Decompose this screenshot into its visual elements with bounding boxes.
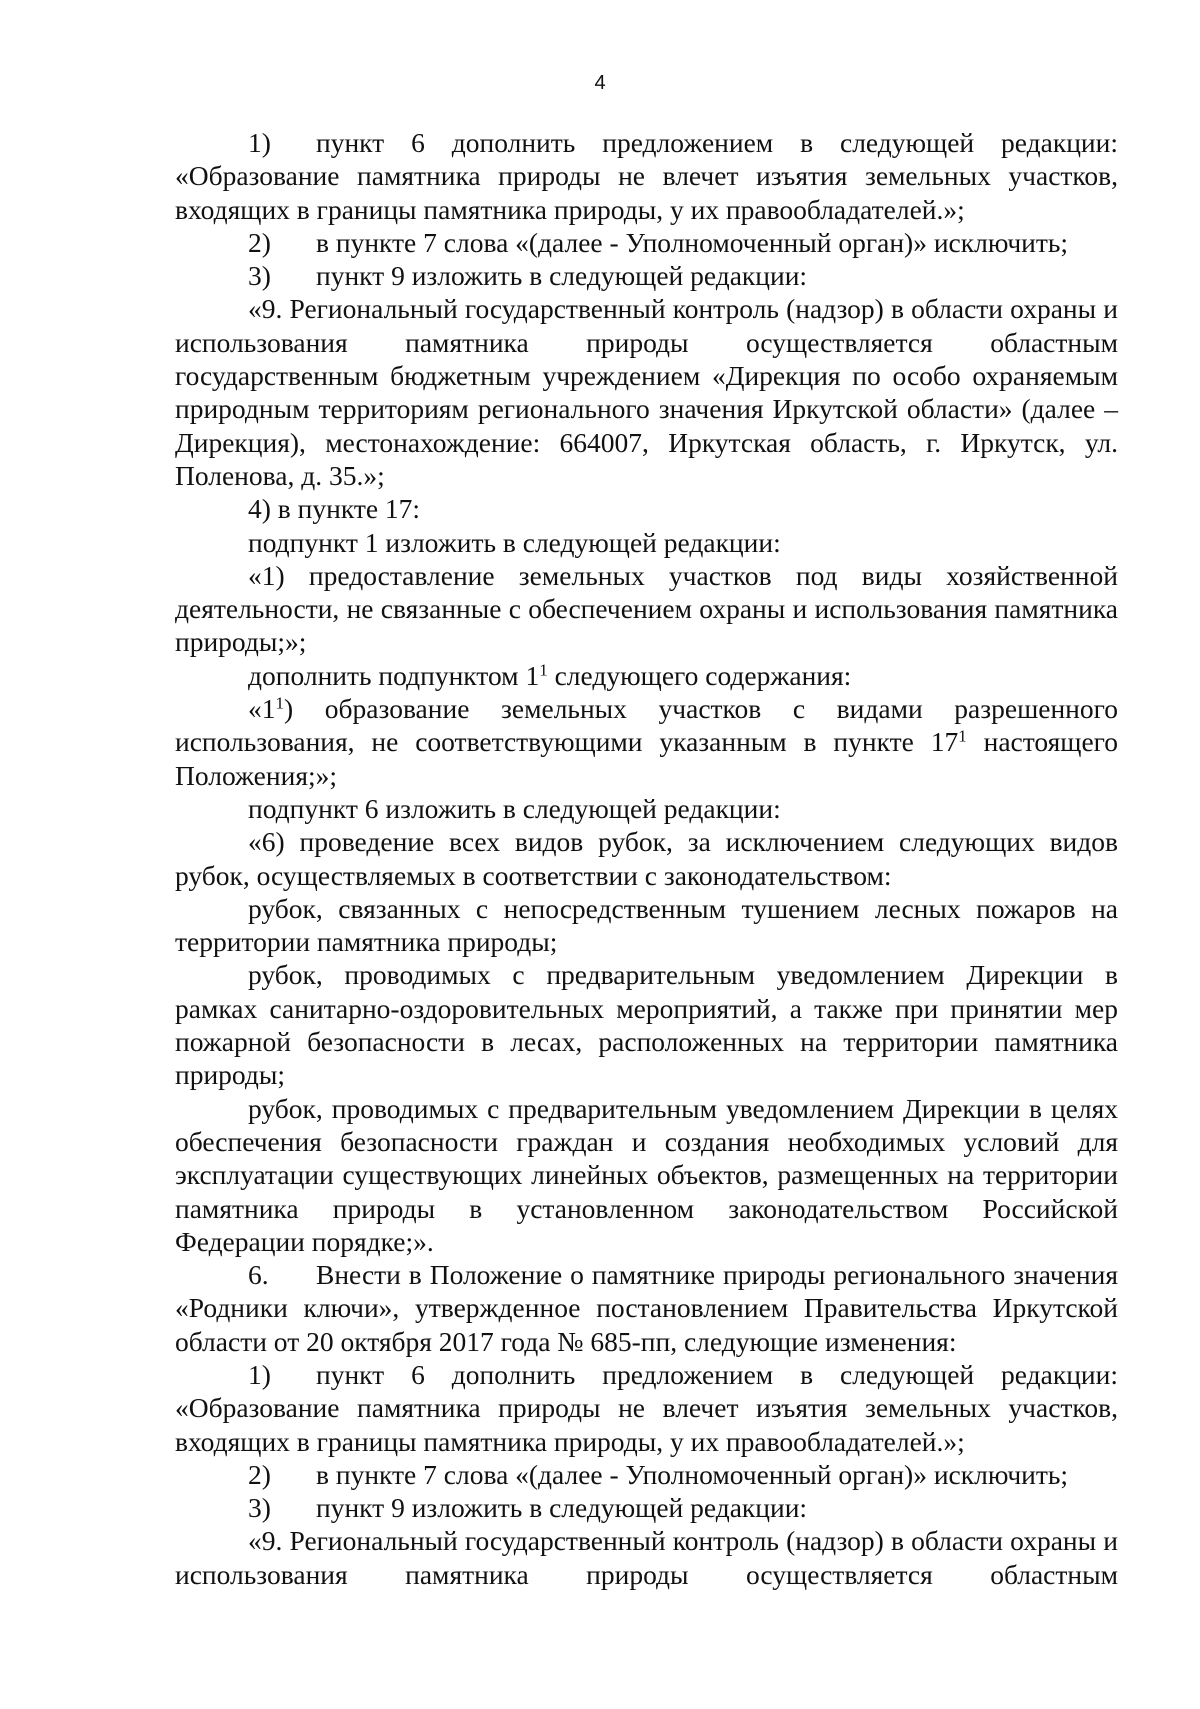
item-number: 2)	[248, 226, 271, 258]
paragraph-15	[175, 1258, 1118, 1358]
paragraph-5: 4) в пункте 17:	[248, 493, 421, 525]
paragraph-11: «6) проведение всех видов рубок, за исключением следующих видов рубок, осуществляемых в соответствии с законодательством:	[175, 826, 1118, 891]
paragraph-text: в пункте 7 слова «(далее - Уполномоченный орган)» исключить;	[316, 226, 1069, 258]
item-number: 1)	[248, 1358, 271, 1390]
paragraph-text: настоящего Положения;»;	[175, 726, 1118, 791]
paragraph-19: «9. Региональный государственный контроль (надзор) в области охраны и использования памятника природы осуществляется областным	[175, 1525, 1118, 1590]
paragraph-10: подпункт 6 изложить в следующей редакции:	[248, 792, 781, 824]
paragraph-2	[175, 226, 1118, 259]
paragraph-text: ) образование земельных участков с видами разрешенного использования, не соответствующими указанным в пункте 17	[175, 693, 1118, 758]
paragraph-17	[175, 1458, 1118, 1491]
paragraph-text: пункт 6 дополнить предложением в следующей редакции: «Образование памятника природы не влечет изъятия земельных участков, входящих в границы памятника природы, у их правообладателей.»;	[175, 127, 1118, 225]
paragraph-4: «9. Региональный государственный контроль (надзор) в области охраны и использования памятника природы осуществляется областным государственным бюджетным учреждением «Дирекция по особо охраняемым природным территориям регионального значения Иркутской области» (далее – Дирекция), местонахождение: 664007, Иркутская область, г. Иркутск, ул. Поленова, д. 35.»;	[175, 293, 1118, 491]
item-number: 3)	[248, 1492, 271, 1524]
paragraph-text: в пункте 7 слова «(далее - Уполномоченный орган)» исключить;	[316, 1458, 1069, 1490]
paragraph-13: рубок, проводимых с предварительным уведомлением Дирекции в рамках санитарно-оздоровительных мероприятий, а также при принятии мер пожарной безопасности в лесах, расположенных на территории памятника природы;	[175, 959, 1118, 1091]
paragraph-text: следующего содержания:	[547, 659, 852, 691]
paragraph-1	[175, 126, 1118, 226]
document-body	[175, 126, 1118, 1591]
paragraph-16	[175, 1358, 1118, 1458]
superscript: 1	[275, 693, 285, 713]
paragraph-14: рубок, проводимых с предварительным уведомлением Дирекции в целях обеспечения безопасности граждан и создания необходимых условий для эксплуатации существующих линейных объектов, размещенных на территории памятника природы в установленном законодательством Российской Федерации порядке;».	[175, 1092, 1118, 1257]
item-number: 2)	[248, 1458, 271, 1490]
paragraph-9	[175, 692, 1118, 792]
item-number: 6.	[248, 1259, 269, 1291]
paragraph-18	[175, 1491, 1118, 1524]
item-number: 3)	[248, 260, 271, 292]
paragraph-6: подпункт 1 изложить в следующей редакции:	[248, 526, 781, 558]
paragraph-text: пункт 9 изложить в следующей редакции:	[316, 1492, 808, 1524]
item-number: 1)	[248, 127, 271, 158]
paragraph-7: «1) предоставление земельных участков под виды хозяйственной деятельности, не связанные с обеспечением охраны и использования памятника природы;»;	[175, 559, 1118, 658]
superscript: 1	[539, 660, 548, 680]
page-number: 4	[594, 72, 606, 94]
paragraph-12: рубок, связанных с непосредственным тушением лесных пожаров на территории памятника природы;	[175, 892, 1118, 958]
paragraph-8	[175, 659, 1118, 692]
paragraph-text: «1	[248, 693, 276, 725]
paragraph-3	[175, 259, 1118, 292]
paragraph-text: Внести в Положение о памятнике природы регионального значения «Родники ключи», утвержденное постановлением Правительства Иркутской области от 20 октября 2017 года № 685-пп, следующие изменения:	[175, 1259, 1118, 1357]
superscript: 1	[958, 726, 967, 746]
paragraph-text: пункт 6 дополнить предложением в следующей редакции: «Образование памятника природы не влечет изъятия земельных участков, входящих в границы памятника природы, у их правообладателей.»;	[175, 1358, 1118, 1457]
paragraph-text: дополнить подпунктом 1	[248, 659, 540, 691]
paragraph-text: пункт 9 изложить в следующей редакции:	[316, 260, 808, 292]
